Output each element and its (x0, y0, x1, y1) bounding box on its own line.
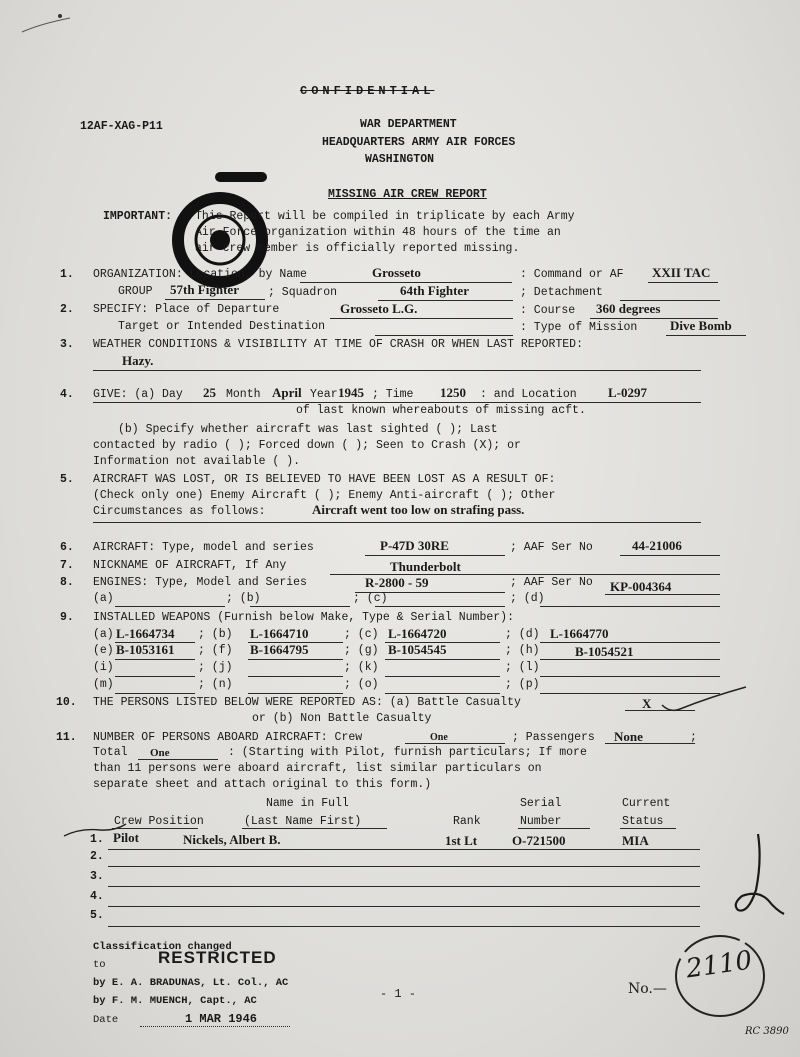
classification-line: Classification changed (93, 941, 232, 953)
weapon-slot: (e) (93, 644, 114, 657)
weapon-serial: B-1664795 (250, 642, 309, 657)
engine-type-value: R-2800 - 59 (365, 575, 429, 590)
weapon-slot: ; (l) (505, 661, 540, 674)
column-header: Current (622, 797, 671, 810)
engine-slot: ; (d) (510, 592, 545, 605)
scan-mark (20, 8, 80, 38)
crew-status: MIA (622, 833, 649, 848)
classification-line: to (93, 959, 106, 971)
department-line: WAR DEPARTMENT (360, 118, 457, 131)
restricted-stamp: RESTRICTED (158, 948, 277, 967)
report-title: MISSING AIR CREW REPORT (328, 188, 487, 201)
engine-slot: ; (b) (226, 592, 261, 605)
weapon-slot: ; (n) (198, 678, 233, 691)
column-header: (Last Name First) (244, 815, 362, 828)
time-value: 1250 (440, 385, 466, 400)
number-label: No.— (628, 981, 667, 997)
sighting-line: contacted by radio ( ); Forced down ( ); Seen to Crash (X); or (93, 439, 521, 452)
item-number: 10. (56, 696, 77, 709)
check-mark (60, 818, 130, 842)
nickname-label: NICKNAME OF AIRCRAFT, If Any (93, 559, 287, 572)
weapon-serial: L-1664770 (550, 626, 609, 641)
date-label: Date (93, 1014, 119, 1026)
column-header: Serial (520, 797, 562, 810)
item-number: 9. (60, 611, 74, 624)
department-line: HEADQUARTERS ARMY AIR FORCES (322, 136, 516, 149)
item-number: 1. (60, 268, 74, 281)
weapon-slot: ; (g) (344, 644, 379, 657)
sighting-line: Information not available ( ). (93, 455, 301, 468)
department-line: WASHINGTON (365, 153, 435, 166)
departure-label: SPECIFY: Place of Departure (93, 303, 280, 316)
battle-casualty-mark: X (642, 696, 652, 711)
intro-line: air crew member is officially reported missing. (195, 242, 520, 255)
instructions-line: separate sheet and attach original to this form.) (93, 778, 432, 791)
group-value: 57th Fighter (170, 282, 239, 297)
weapon-slot: ; (k) (344, 661, 379, 674)
weapons-label: INSTALLED WEAPONS (Furnish below Make, Type & Serial Number): (93, 611, 514, 624)
item-number: 5. (60, 473, 74, 486)
item-number: 7. (60, 559, 74, 572)
date-value: 1 MAR 1946 (185, 1012, 258, 1026)
item-number: 6. (60, 541, 74, 554)
group-label: GROUP (118, 285, 153, 298)
month-value: April (272, 385, 302, 400)
weapon-slot: ; (p) (505, 678, 540, 691)
important-label: IMPORTANT: (103, 210, 173, 223)
intro-line: This Report will be compiled in triplicate by each Army (195, 210, 575, 223)
month-label: Month (226, 388, 261, 401)
weapon-slot: ; (d) (505, 628, 540, 641)
command-label: : Command or AF (520, 268, 624, 281)
weapon-serial: B-1054521 (575, 644, 634, 659)
course-label: : Course (520, 304, 576, 317)
crew-row-number: 4. (90, 890, 104, 903)
destination-label: Target or Intended Destination (118, 320, 326, 333)
passengers-label: ; Passengers (512, 731, 595, 744)
handwritten-initials (728, 830, 788, 930)
weapon-serial: L-1664720 (388, 626, 447, 641)
loss-cause-line: (Check only one) Enemy Aircraft ( ); Enemy Anti-aircraft ( ); Other (93, 489, 556, 502)
weather-label: WEATHER CONDITIONS & VISIBILITY AT TIME OF CRASH OR WHEN LAST REPORTED: (93, 338, 583, 351)
item-number: 2. (60, 303, 74, 316)
day-value: 25 (203, 385, 216, 400)
mission-type-label: : Type of Mission (520, 321, 638, 334)
engine-slot: ; (c) (353, 592, 388, 605)
command-value: XXII TAC (652, 265, 711, 280)
casualty-line: THE PERSONS LISTED BELOW WERE REPORTED AS: (a) Battle Casualty (93, 696, 521, 709)
weapon-slot: ; (o) (344, 678, 379, 691)
instructions-line: : (Starting with Pilot, furnish particulars; If more (228, 746, 587, 759)
sighting-line: (b) Specify whether aircraft was last sighted ( ); Last (118, 423, 498, 436)
crew-position: Pilot (113, 830, 139, 845)
weapon-serial: L-1664710 (250, 626, 309, 641)
detachment-label: ; Detachment (520, 286, 603, 299)
weapon-slot: ; (b) (198, 628, 233, 641)
year-value: 1945 (338, 385, 364, 400)
total-label: Total (93, 746, 128, 759)
organization-label: ORGANIZATION: Location, by Name (93, 268, 307, 281)
weapon-slot: (m) (93, 678, 114, 691)
crew-row-number: 5. (90, 909, 104, 922)
weapon-serial: B-1054545 (388, 642, 447, 657)
course-value: 360 degrees (596, 301, 661, 316)
persons-aboard-label: NUMBER OF PERSONS ABOARD AIRCRAFT: Crew (93, 731, 363, 744)
engines-label: ENGINES: Type, Model and Series (93, 576, 307, 589)
nickname-value: Thunderbolt (390, 559, 461, 574)
column-header: Status (622, 815, 664, 828)
engine-serial-label: ; AAF Ser No (510, 576, 593, 589)
aircraft-type-value: P-47D 30RE (380, 538, 449, 553)
crew-serial: O-721500 (512, 833, 566, 848)
column-header: Number (520, 815, 562, 828)
crew-row-number: 2. (90, 850, 104, 863)
weapon-slot: (i) (93, 661, 114, 674)
location-value: Grosseto (372, 265, 421, 280)
departure-value: Grosseto L.G. (340, 301, 418, 316)
column-header: Name in Full (266, 797, 349, 810)
crew-row-number: 1. (90, 833, 104, 846)
signer-line: by F. M. MUENCH, Capt., AC (93, 995, 257, 1007)
aaf-serial-label: ; AAF Ser No (510, 541, 593, 554)
total-value: One (150, 747, 170, 759)
squadron-value: 64th Fighter (400, 283, 469, 298)
time-label: ; Time (372, 388, 414, 401)
engine-serial-value: KP-004364 (610, 579, 672, 594)
signer-line: by E. A. BRADUNAS, Lt. Col., AC (93, 977, 289, 989)
item-number: 8. (60, 576, 74, 589)
coordinates-value: L-0297 (608, 385, 647, 400)
give-label: GIVE: (a) Day (93, 388, 183, 401)
instructions-line: than 11 persons were aboard aircraft, list similar particulars on (93, 762, 542, 775)
casualty-line: or (b) Non Battle Casualty (252, 712, 432, 725)
item-number: 4. (60, 388, 74, 401)
loss-cause-value: Aircraft went too low on strafing pass. (312, 502, 525, 517)
crew-name: Nickels, Albert B. (183, 832, 281, 847)
loss-cause-line: Circumstances as follows: (93, 505, 266, 518)
whereabouts-line: of last known whereabouts of missing acft. (296, 404, 586, 417)
weapon-serial: B-1053161 (116, 642, 175, 657)
separator: ; (690, 731, 697, 744)
weapon-serial: L-1664734 (116, 626, 175, 641)
check-mark (660, 683, 750, 715)
handwritten-number: 2110 (684, 945, 754, 985)
weather-value: Hazy. (122, 353, 154, 368)
crew-row-number: 3. (90, 870, 104, 883)
weapon-slot: ; (f) (198, 644, 233, 657)
weapon-slot: ; (j) (198, 661, 233, 674)
file-reference: 12AF-XAG-P11 (80, 120, 163, 133)
confidential-stamp: CONFIDENTIAL (300, 84, 435, 98)
page-number: - 1 - (380, 987, 417, 1001)
mission-type-value: Dive Bomb (670, 318, 732, 333)
intro-line: Air Force organization within 48 hours of the time an (195, 226, 561, 239)
archive-code: RC 3890 (745, 1026, 789, 1037)
item-number: 3. (60, 338, 74, 351)
column-header: Rank (453, 815, 481, 828)
weapon-slot: ; (h) (505, 644, 540, 657)
ink-blot (215, 172, 267, 182)
passengers-value: None (614, 729, 643, 744)
year-label: Year (310, 388, 338, 401)
aircraft-label: AIRCRAFT: Type, model and series (93, 541, 314, 554)
squadron-label: ; Squadron (268, 286, 338, 299)
crew-count-value: One (430, 732, 448, 743)
column-header: Crew Position (114, 815, 204, 828)
engine-slot: (a) (93, 592, 114, 605)
crew-rank: 1st Lt (445, 833, 478, 848)
aaf-serial-value: 44-21006 (632, 538, 682, 553)
weapon-slot: ; (c) (344, 628, 379, 641)
location-label: : and Location (480, 388, 577, 401)
weapon-slot: (a) (93, 628, 114, 641)
loss-cause-line: AIRCRAFT WAS LOST, OR IS BELIEVED TO HAVE BEEN LOST AS A RESULT OF: (93, 473, 556, 486)
item-number: 11. (56, 731, 77, 744)
